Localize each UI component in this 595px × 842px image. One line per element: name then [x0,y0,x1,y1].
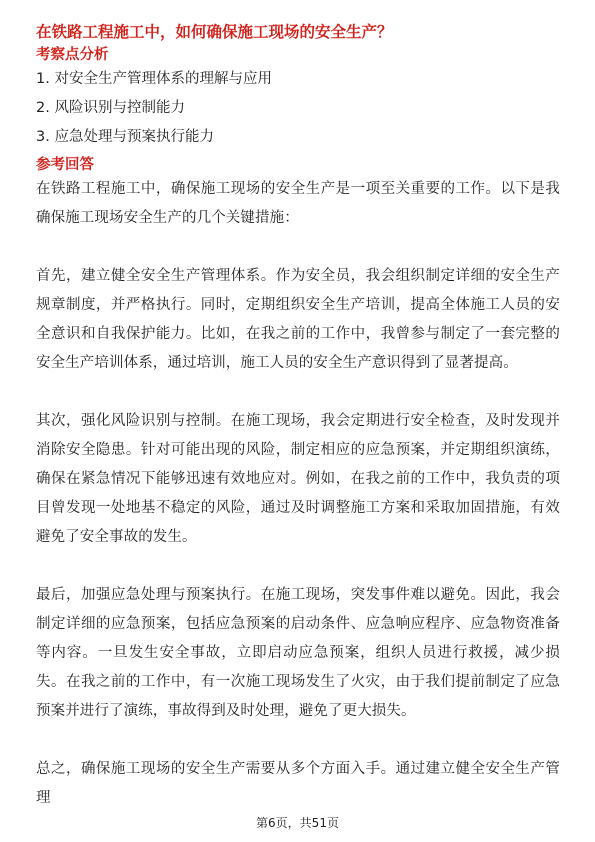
page-number: 第6页，共51页 [256,816,339,830]
analysis-point: 1. 对安全生产管理体系的理解与应用 [36,71,272,87]
answer-paragraph-summary: 总之，确保施工现场的安全生产需要从多个方面入手。通过建立健全安全生产管理 [36,761,560,806]
analysis-point: 2. 风险识别与控制能力 [36,100,185,116]
page-content [36,22,560,813]
answer-paragraph-second: 其次，强化风险识别与控制。在施工现场，我会定期进行安全检查，及时发现并消除安全隐患。针对可能出现的风险，制定相应的应急预案，并定期组织演练，确保在紧急情况下能够迅速有效地应对。例如，在我之前的工作中，我负责的项目曾发现一处地基不稳定的风险，通过及时调整施工方案和采取加固措施，有效避免了安全事故的发生。 [36,413,560,545]
question-heading: 在铁路工程施工中，如何确保施工现场的安全生产？ [36,23,393,41]
answer-paragraph-first: 首先，建立健全安全生产管理体系。作为安全员，我会组织制定详细的安全生产规章制度，并严格执行。同时，定期组织安全生产培训，提高全体施工人员的安全意识和自我保护能力。比如，在我之前的工作中，我曾参与制定了一套完整的安全生产培训体系，通过培训，施工人员的安全生产意识得到了显著提高。 [36,268,560,371]
analysis-points [36,65,560,152]
answer-paragraph-intro: 在铁路工程施工中，确保施工现场的安全生产是一项至关重要的工作。以下是我确保施工现场安全生产的几个关键措施： [36,181,560,226]
answer-paragraph-last: 最后，加强应急处理与预案执行。在施工现场，突发事件难以避免。因此，我会制定详细的应急预案，包括应急预案的启动条件、应急响应程序、应急物资准备等内容。一旦发生安全事故，立即启动应急预案，组织人员进行救援，减少损失。在我之前的工作中，有一次施工现场发生了火灾，由于我们提前制定了应急预案并进行了演练，事故得到及时处理，避免了更大损失。 [36,587,560,719]
answer-heading: 参考回答 [36,157,94,173]
analysis-heading: 考察点分析 [36,47,109,63]
analysis-point: 3. 应急处理与预案执行能力 [36,129,214,145]
